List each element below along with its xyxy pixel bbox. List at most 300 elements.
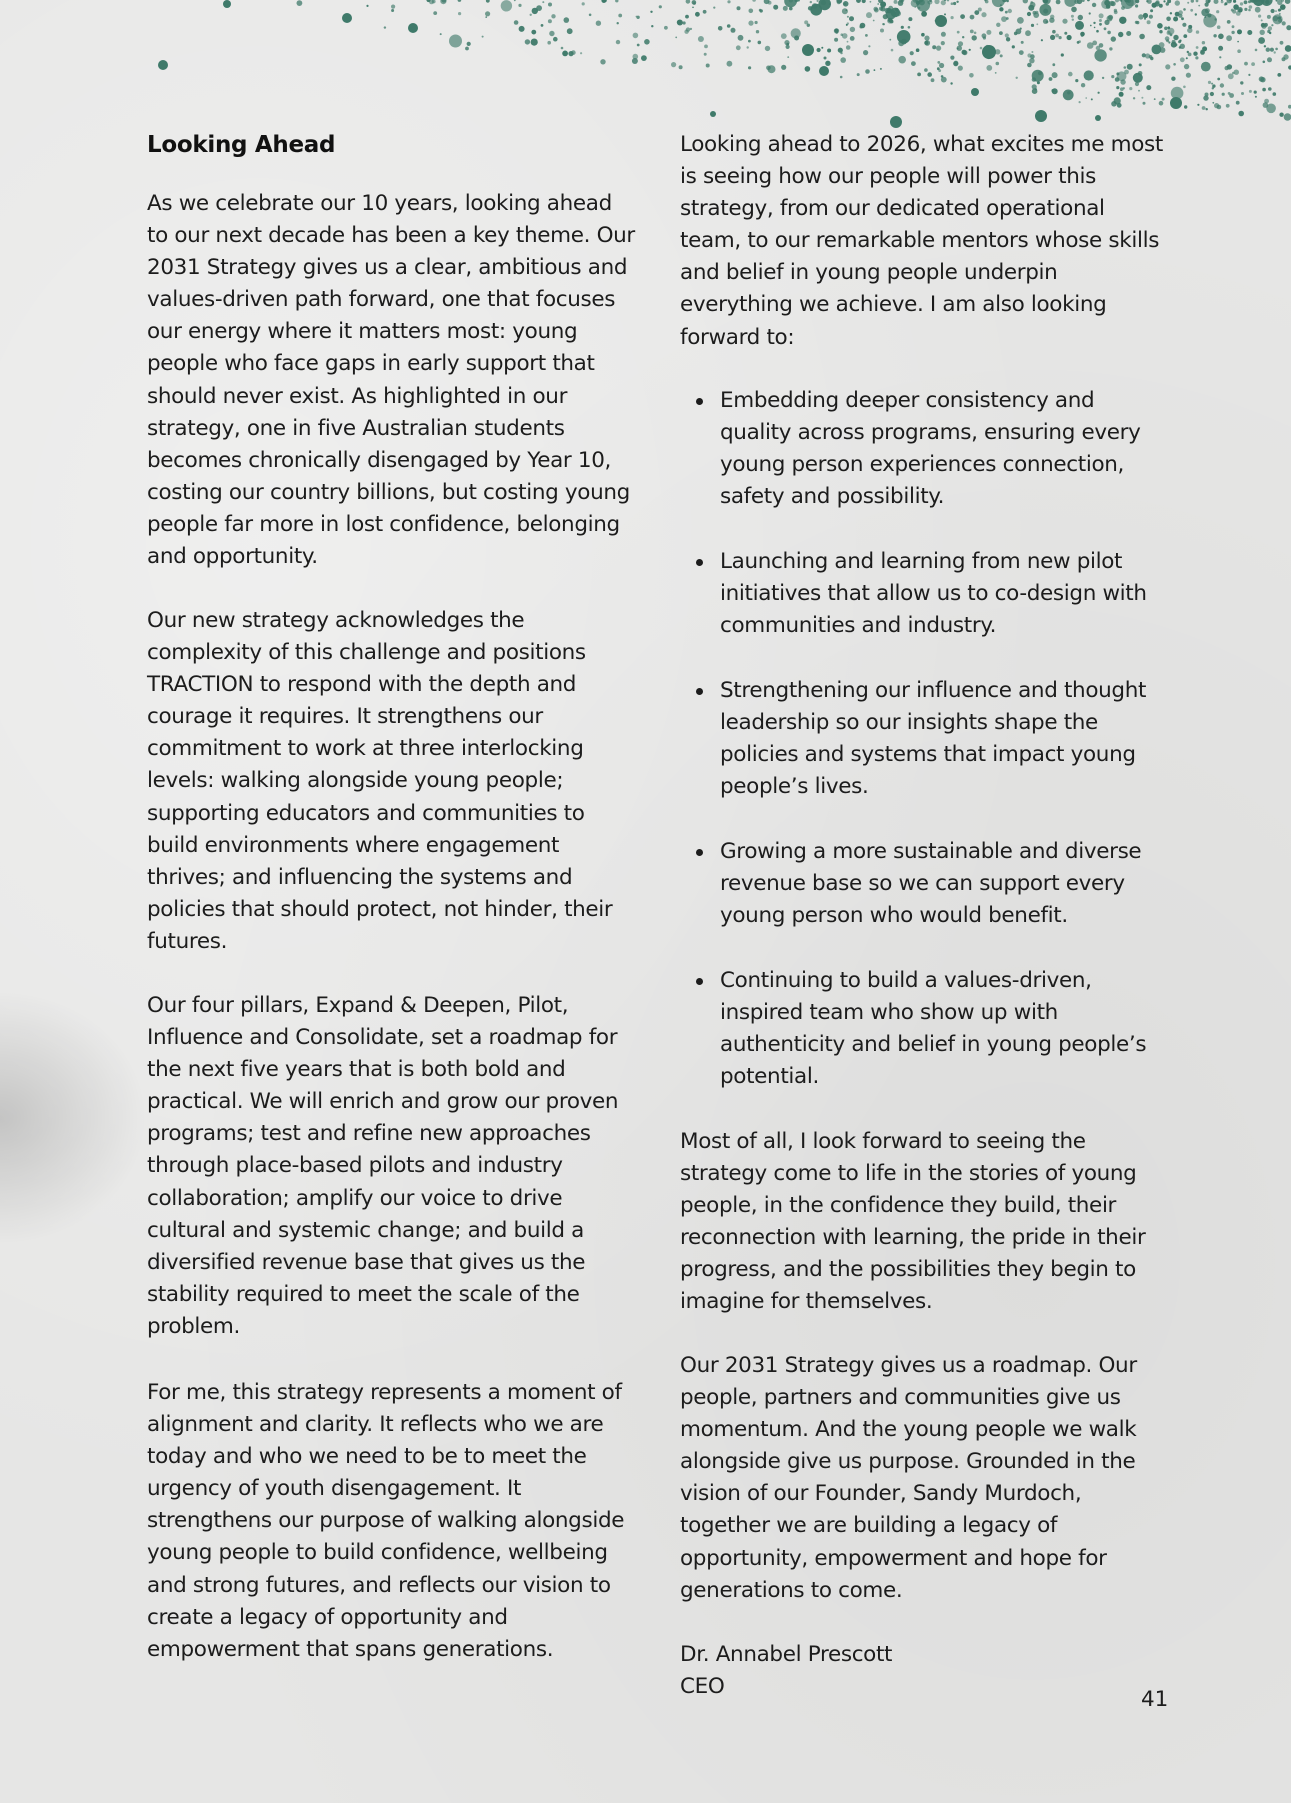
paint-drop — [1275, 10, 1277, 12]
paint-drop — [1084, 70, 1094, 80]
paint-drop — [901, 39, 907, 45]
paint-drop — [1157, 23, 1163, 29]
paint-drop — [223, 0, 231, 8]
paint-drop — [921, 11, 927, 17]
paint-drop — [525, 39, 530, 44]
paint-drop — [1099, 13, 1104, 18]
paint-drop — [1191, 0, 1194, 3]
paint-drop — [1173, 35, 1178, 40]
paint-drop — [561, 47, 564, 50]
paint-drop — [1109, 1, 1114, 6]
paint-drop — [1096, 30, 1099, 33]
paint-drop — [1193, 52, 1197, 56]
paint-drop — [1179, 46, 1182, 49]
paint-drop — [1145, 53, 1150, 58]
paint-drop — [958, 41, 963, 46]
paint-drop — [950, 82, 952, 84]
paint-drop — [950, 56, 954, 60]
paint-drop — [1051, 89, 1054, 92]
paint-drop — [1085, 97, 1087, 99]
paint-drop — [748, 40, 751, 43]
paint-drop — [1104, 0, 1110, 6]
paint-drop — [1258, 37, 1265, 44]
paint-drop — [1166, 2, 1169, 5]
paint-drop — [429, 0, 434, 4]
paint-drop — [1001, 16, 1007, 22]
paint-drop — [1267, 30, 1270, 33]
paint-drop — [1173, 17, 1178, 22]
paint-drop — [873, 7, 878, 12]
paint-drop — [1200, 50, 1205, 55]
paint-drop — [982, 45, 996, 59]
paint-drop — [1072, 19, 1074, 21]
paint-drop — [1186, 73, 1191, 78]
paint-drop — [1032, 84, 1037, 89]
paint-drop — [1181, 17, 1184, 20]
paint-drop — [1284, 113, 1291, 121]
paint-drop — [1247, 30, 1252, 35]
paint-drop — [1035, 110, 1047, 122]
paint-drop — [1120, 87, 1124, 91]
paint-drop — [1080, 32, 1085, 37]
paint-drop — [758, 41, 762, 45]
paint-drop — [783, 6, 788, 11]
paint-drop — [842, 8, 848, 14]
paint-drop — [1187, 2, 1189, 4]
paint-drop — [960, 14, 965, 19]
paint-drop — [752, 0, 756, 2]
paint-drop — [765, 46, 770, 51]
paint-drop — [883, 23, 885, 25]
paint-drop — [1195, 56, 1198, 59]
paint-drop — [1146, 85, 1151, 90]
paint-drop — [827, 49, 831, 53]
paint-drop — [1006, 0, 1009, 2]
paint-drop — [1253, 0, 1265, 6]
paint-drop — [1062, 19, 1067, 24]
list-item: Launching and learning from new pilot initiatives that allow us to co-design with communities and industry. — [720, 546, 1170, 642]
paint-drop — [650, 11, 652, 13]
paint-drop — [1248, 74, 1250, 76]
paint-drop — [1115, 77, 1120, 82]
paint-drop — [850, 27, 855, 32]
paint-drop — [551, 14, 555, 18]
paint-drop — [582, 2, 585, 5]
paint-drop — [931, 78, 935, 82]
paint-drop — [824, 57, 827, 60]
paint-drop — [986, 65, 992, 71]
paint-drop — [747, 46, 749, 48]
paint-drop — [969, 49, 971, 51]
paint-drop — [1237, 41, 1239, 43]
paint-drop — [840, 57, 846, 63]
paint-drop — [1063, 90, 1074, 101]
paint-drop — [944, 13, 946, 15]
paint-drop — [1120, 79, 1125, 84]
paint-drop — [644, 39, 650, 45]
paint-drop — [659, 5, 662, 8]
paint-drop — [974, 10, 979, 15]
paint-drop — [918, 7, 921, 10]
paint-drop — [932, 45, 936, 49]
paint-drop — [703, 10, 707, 14]
paint-drop — [749, 9, 754, 14]
paint-drop — [817, 48, 821, 52]
paint-drop — [1094, 27, 1096, 29]
paint-drop — [1115, 0, 1119, 2]
paint-drop — [1150, 57, 1153, 60]
paint-drop — [934, 0, 939, 4]
paint-drop — [633, 33, 639, 39]
paint-drop — [1092, 3, 1096, 7]
list-item: Embedding deeper consistency and quality across programs, ensuring every young person experiences connection, safety and possibility. — [720, 385, 1170, 513]
paint-drop — [738, 35, 744, 41]
paint-drop — [1143, 102, 1146, 105]
paint-drop — [636, 16, 639, 19]
paint-drop — [704, 45, 708, 49]
paint-drop — [1196, 0, 1199, 2]
paint-drop — [366, 5, 368, 7]
paint-drop — [941, 75, 944, 78]
paint-drop — [1031, 51, 1033, 53]
paint-drop — [999, 31, 1003, 35]
paint-drop — [1268, 26, 1272, 30]
paint-drop — [449, 35, 462, 48]
paint-drop — [1023, 0, 1028, 3]
paint-drop — [1232, 10, 1236, 14]
paint-drop — [1227, 0, 1232, 3]
paint-drop — [1195, 13, 1197, 15]
paint-drop — [1135, 4, 1138, 7]
paint-drop — [408, 23, 418, 33]
paint-drop — [856, 0, 861, 3]
paint-drop — [1129, 87, 1132, 90]
paint-drop — [1099, 19, 1102, 22]
paint-drop — [970, 15, 975, 20]
paint-drop — [847, 16, 849, 18]
paint-drop — [1282, 21, 1286, 25]
paint-drop — [1205, 93, 1209, 97]
paint-drop — [842, 33, 848, 39]
paint-drop — [1000, 54, 1003, 57]
paint-drop — [1119, 17, 1126, 24]
paint-drop — [1091, 98, 1093, 100]
paint-drop — [541, 24, 544, 27]
paint-drop — [1050, 35, 1055, 40]
paint-drop — [1190, 9, 1193, 12]
paint-drop — [868, 45, 870, 47]
paint-drop — [1198, 5, 1200, 7]
paint-drop — [962, 50, 967, 55]
paint-drop — [679, 65, 683, 69]
paint-drop — [1168, 41, 1170, 43]
paint-drop — [889, 39, 891, 41]
paint-drop — [685, 15, 689, 19]
paint-drop — [1067, 35, 1072, 40]
paint-drop — [1111, 101, 1117, 107]
paint-drop — [564, 17, 570, 23]
paint-drop — [1182, 23, 1186, 27]
paint-drop — [1092, 41, 1097, 46]
paint-drop — [1222, 93, 1225, 96]
paint-drop — [936, 46, 941, 51]
paint-drop — [731, 28, 736, 33]
paint-drop — [1179, 40, 1181, 42]
paint-drop — [1159, 42, 1165, 48]
paint-drop — [1143, 13, 1148, 18]
paint-drop — [1213, 34, 1216, 37]
paint-drop — [1279, 13, 1281, 15]
paint-drop — [1279, 8, 1282, 11]
paint-drop — [1280, 41, 1284, 45]
paint-drop — [1196, 46, 1199, 49]
paint-drop — [1240, 2, 1243, 5]
paint-drop — [391, 9, 394, 12]
paint-drop — [616, 40, 620, 44]
paint-drop — [1159, 101, 1164, 106]
paragraph-four-pillars: Our four pillars, Expand & Deepen, Pilot, Influence and Consolidate, set a roadmap for the next five years that is both bold and practical. We will enrich and grow our proven programs; test and refine new approaches through place-based pilots and industry collaboration; amplify our voice to drive cultural and systemic change; and build a diversified revenue base that gives us the stability required to meet the scale of the problem. — [147, 993, 619, 1339]
paint-drop — [1111, 36, 1116, 41]
paint-drop — [972, 35, 977, 40]
paint-drop — [844, 3, 847, 6]
paint-drop — [1234, 70, 1239, 75]
list-item: Growing a more sustainable and diverse revenue base so we can support every young person who would benefit. — [720, 836, 1170, 932]
paint-drop — [1233, 0, 1236, 3]
paint-drop — [924, 41, 928, 45]
paint-drop — [917, 73, 921, 77]
paint-drop — [618, 14, 622, 18]
paint-drop — [1184, 105, 1187, 108]
paint-drop — [1208, 81, 1211, 84]
paint-drop — [482, 36, 484, 38]
list-item: Strengthening our influence and thought leadership so our insights shape the policies and systems that impact young people’s lives. — [720, 675, 1170, 803]
paint-drop — [1139, 63, 1142, 66]
paint-drop — [158, 60, 168, 70]
paint-drop — [664, 26, 668, 30]
paint-drop — [568, 51, 573, 56]
paint-drop — [1228, 92, 1231, 95]
paint-drop — [794, 36, 799, 41]
paint-drop — [1244, 0, 1248, 4]
paint-drop — [1236, 101, 1240, 105]
paint-drop — [1267, 57, 1272, 62]
paint-drop — [789, 7, 793, 11]
paint-drop — [1261, 23, 1266, 28]
paint-drop — [894, 0, 898, 4]
paint-drop — [981, 12, 986, 17]
paint-drop — [1133, 97, 1135, 99]
paint-drop — [951, 16, 954, 19]
paint-drop — [992, 0, 1005, 7]
paint-drop — [1279, 113, 1283, 117]
paint-drop — [1201, 62, 1211, 72]
paint-drop — [1041, 39, 1043, 41]
paint-drop — [542, 1, 544, 3]
paint-drop — [937, 61, 940, 64]
paint-drop — [1147, 0, 1152, 4]
paint-drop — [1226, 104, 1230, 108]
paint-drop — [1030, 2, 1036, 8]
paint-drop — [827, 61, 830, 64]
paint-drop — [1220, 83, 1224, 87]
paint-drop — [675, 37, 677, 39]
paint-drop — [1262, 88, 1266, 92]
paint-drop — [921, 33, 925, 37]
paragraph-looking-ahead-2026: Looking ahead to 2026, what excites me most is seeing how our people will power this strategy, from our dedicated operational team, to our remarkable mentors whose skills and belief in young people underpin everything we achieve. I am also looking forward to: — [680, 132, 1163, 350]
paint-drop — [846, 24, 848, 26]
paint-drop — [713, 7, 715, 9]
paint-drop — [1098, 92, 1100, 94]
paint-drop — [1238, 111, 1244, 117]
paint-drop — [1165, 36, 1170, 41]
paint-drop — [857, 73, 860, 76]
paint-drop — [1064, 32, 1067, 35]
paint-drop — [1005, 11, 1008, 14]
paint-drop — [1099, 23, 1102, 26]
signature-name: Dr. Annabel Prescott — [680, 1642, 893, 1667]
paint-drop — [941, 41, 945, 45]
paint-drop — [1052, 63, 1055, 66]
paint-drop — [962, 36, 964, 38]
paint-drop — [1008, 9, 1012, 13]
paint-drop — [1263, 61, 1266, 64]
paint-drop — [458, 0, 462, 2]
paint-drop — [1208, 1, 1210, 3]
paint-drop — [951, 2, 954, 5]
paint-drop — [1241, 92, 1244, 95]
paint-drop — [759, 9, 762, 12]
paint-drop — [1166, 17, 1171, 22]
paint-drop — [1124, 70, 1129, 75]
paint-drop — [547, 41, 551, 45]
paint-drop — [391, 5, 395, 9]
paint-drop — [1274, 51, 1276, 53]
paint-drop — [596, 21, 601, 26]
paint-drop — [1078, 15, 1083, 20]
paint-drop — [531, 30, 536, 35]
paint-drop — [1162, 98, 1165, 101]
paint-drop — [1163, 0, 1165, 2]
paint-drop — [1217, 25, 1221, 29]
paint-drop — [1218, 46, 1223, 51]
paint-drop — [1150, 9, 1153, 12]
paint-drop — [1114, 10, 1118, 14]
paint-drop — [1104, 27, 1107, 30]
paint-drop — [1020, 28, 1022, 30]
paint-drop — [1127, 64, 1133, 70]
paint-drop — [995, 72, 997, 74]
paint-drop — [1027, 12, 1031, 16]
paint-drop — [1227, 64, 1232, 69]
paint-drop — [911, 61, 916, 66]
paint-drop — [1202, 41, 1205, 44]
paint-drop — [1075, 79, 1078, 82]
paint-drop — [1255, 7, 1261, 13]
paint-drop — [718, 26, 723, 31]
paint-drop — [916, 48, 920, 52]
paint-drop — [1183, 8, 1186, 11]
paint-drop — [1283, 54, 1288, 59]
paint-drop — [1126, 31, 1131, 36]
paint-drop — [1175, 0, 1180, 5]
paint-drop — [862, 0, 866, 3]
paint-drop — [1021, 41, 1024, 44]
paint-drop — [514, 0, 516, 1]
paint-drop — [898, 56, 906, 64]
paint-drop — [1236, 11, 1241, 16]
paint-drop — [1055, 34, 1059, 38]
paint-drop — [1135, 82, 1139, 86]
paint-drop — [755, 21, 758, 24]
paint-drop — [1217, 78, 1220, 81]
page-number: 41 — [1141, 1687, 1169, 1712]
paint-drop — [1249, 5, 1253, 9]
paint-drop — [549, 31, 554, 36]
paint-drop — [1138, 14, 1143, 19]
paint-drop — [1285, 0, 1291, 4]
paint-drop — [1056, 0, 1061, 4]
paint-drop — [957, 48, 959, 50]
paint-drop — [548, 19, 552, 23]
paint-drop — [1205, 8, 1210, 13]
paint-drop — [1059, 36, 1062, 39]
paint-drop — [600, 59, 605, 64]
paint-drop — [1258, 15, 1261, 18]
paint-drop — [632, 58, 638, 64]
paint-drop — [1184, 64, 1189, 69]
paint-drop — [999, 7, 1003, 11]
paint-drop — [693, 2, 696, 5]
paragraph-most-of-all: Most of all, I look forward to seeing the strategy come to life in the stories of young people, in the confidence they build, their reconnection with learning, the pride in their progress, and the possibilities they begin to imagine for themselves. — [680, 1129, 1146, 1315]
paint-drop — [1090, 25, 1092, 27]
paint-drop — [1216, 10, 1219, 13]
paint-drop — [1211, 83, 1213, 85]
paint-drop — [737, 6, 741, 10]
paint-drop — [1087, 0, 1090, 1]
paint-drop — [637, 44, 640, 47]
paint-drop — [846, 45, 851, 50]
paint-drop — [1270, 48, 1274, 52]
paint-drop — [947, 0, 949, 2]
paint-drop — [1266, 104, 1276, 114]
signature-title: CEO — [680, 1674, 725, 1699]
paint-drop — [671, 62, 676, 67]
list-item: Continuing to build a values-driven, inspired team who show up with authenticity and belief in young people’s potential. — [720, 965, 1170, 1093]
paint-drop — [1159, 30, 1162, 33]
paint-drop — [440, 0, 446, 4]
paint-drop — [567, 28, 573, 34]
paint-drop — [1267, 15, 1271, 19]
paint-drop — [1237, 29, 1242, 34]
paint-drop — [1173, 63, 1176, 66]
paint-drop — [953, 2, 956, 5]
paragraph-strategy-challenge: Our new strategy acknowledges the complexity of this challenge and positions TRACTION to respond with the depth and courage it requires. It strengthens our commitment to work at three interlocking levels: walking alongside young people; supporting educators and communities to build environments where engagement thrives; and influencing the systems and policies that should protect, not hinder, their futures. — [147, 608, 613, 954]
paint-drop — [866, 12, 872, 18]
paint-drop — [996, 23, 1000, 27]
paint-drop — [1183, 86, 1186, 89]
paint-drop — [927, 72, 932, 77]
paint-drop — [880, 1, 886, 7]
paint-drop — [695, 12, 700, 17]
paint-drop — [1232, 25, 1235, 28]
paint-drop — [890, 8, 900, 18]
paint-drop — [1138, 90, 1140, 92]
paint-drop — [1170, 97, 1182, 109]
paint-drop — [514, 20, 519, 25]
paint-drop — [887, 18, 893, 24]
paint-drop — [1016, 77, 1018, 79]
paint-drop — [958, 66, 963, 71]
